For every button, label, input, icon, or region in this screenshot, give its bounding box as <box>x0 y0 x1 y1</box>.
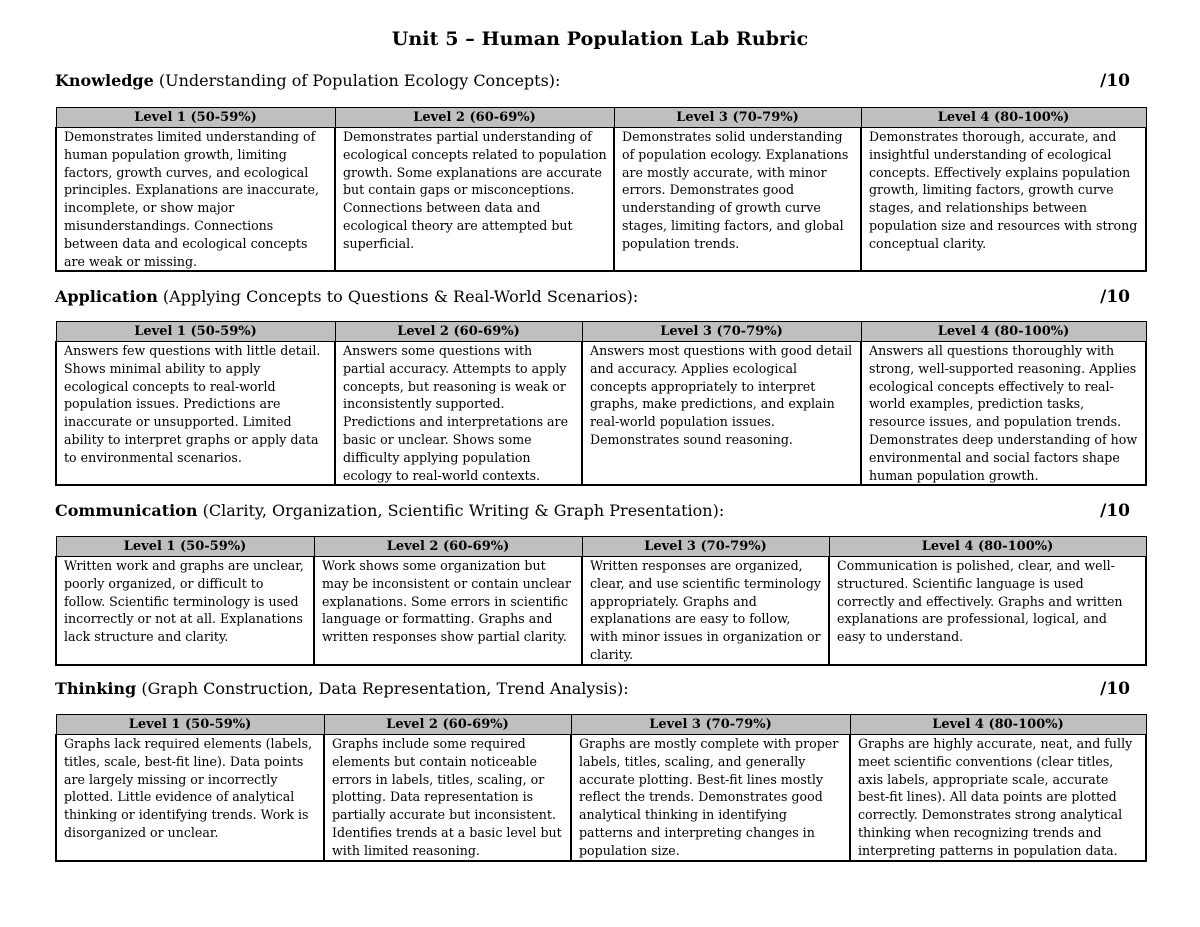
section-category: Communication <box>55 501 198 520</box>
level-1-header: Level 1 (50-59%) <box>56 108 335 128</box>
section-header-communication <box>55 501 1130 520</box>
level-1-header: Level 1 (50-59%) <box>56 537 314 557</box>
rubric-table-thinking <box>55 714 1147 862</box>
section-description: (Understanding of Population Ecology Concepts): <box>158 71 561 90</box>
descriptor-row <box>56 557 1146 665</box>
section-description: (Clarity, Organization, Scientific Writing & Graph Presentation): <box>202 501 725 520</box>
level-1-descriptor: Demonstrates limited understanding of human population growth, limiting factors, growth curves, and ecological principles. Explanations are inaccurate, incomplete, or show major misunderstandings. Connections between data and ecological concepts are weak or missing. <box>56 128 335 272</box>
level-4-header: Level 4 (80-100%) <box>829 537 1146 557</box>
section-category: Knowledge <box>55 71 154 90</box>
section-description: (Graph Construction, Data Representation, Trend Analysis): <box>141 679 629 698</box>
level-1-descriptor: Answers few questions with little detail. Shows minimal ability to apply ecological concepts to real-world population issues. Predictions are inaccurate or unsupported. Limited ability to interpret graphs or apply data to environmental scenarios. <box>56 342 335 486</box>
section-score: /10 <box>1100 287 1130 307</box>
level-3-header: Level 3 (70-79%) <box>582 537 829 557</box>
section-score: /10 <box>1100 71 1130 91</box>
level-4-descriptor: Communication is polished, clear, and well-structured. Scientific language is used correctly and effectively. Graphs and written explanations are professional, logical, and easy to understand. <box>829 557 1146 665</box>
section-category: Application <box>55 287 158 306</box>
level-2-descriptor: Demonstrates partial understanding of ecological concepts related to population growth. Some explanations are accurate but contain gaps or misconceptions. Connections between data and ecological theory are attempted but superficial. <box>335 128 614 272</box>
level-header-row <box>56 322 1146 342</box>
level-2-descriptor: Graphs include some required elements but contain noticeable errors in labels, titles, scaling, or plotting. Data representation is partially accurate but inconsistent. Identifies trends at a basic level but with limited reasoning. <box>324 735 571 861</box>
level-4-descriptor: Answers all questions thoroughly with strong, well-supported reasoning. Applies ecological concepts effectively to real-world examples, prediction tasks, resource issues, and population trends. Demonstrates deep understanding of how environmental and social factors shape human population growth. <box>861 342 1146 486</box>
descriptor-row <box>56 735 1146 861</box>
section-score: /10 <box>1100 679 1130 699</box>
level-4-header: Level 4 (80-100%) <box>861 108 1146 128</box>
section-score: /10 <box>1100 501 1130 521</box>
descriptor-row <box>56 128 1146 272</box>
section-category: Thinking <box>55 679 137 698</box>
level-1-descriptor: Graphs lack required elements (labels, titles, scale, best-fit line). Data points are largely missing or incorrectly plotted. Little evidence of analytical thinking or identifying trends. Work is disorganized or unclear. <box>56 735 324 861</box>
level-3-header: Level 3 (70-79%) <box>571 715 850 735</box>
level-2-descriptor: Answers some questions with partial accuracy. Attempts to apply concepts, but reasoning is weak or inconsistently supported. Predictions and interpretations are basic or unclear. Shows some difficulty applying population ecology to real-world contexts. <box>335 342 582 486</box>
level-header-row <box>56 537 1146 557</box>
level-2-header: Level 2 (60-69%) <box>335 322 582 342</box>
level-3-descriptor: Graphs are mostly complete with proper labels, titles, scaling, and generally accurate plotting. Best-fit lines mostly reflect the trends. Demonstrates good analytical thinking in identifying patterns and interpreting changes in population size. <box>571 735 850 861</box>
level-4-descriptor: Graphs are highly accurate, neat, and fully meet scientific conventions (clear titles, axis labels, appropriate scale, accurate best-fit lines). All data points are plotted correctly. Demonstrates strong analytical thinking when recognizing trends and interpreting patterns in population data. <box>850 735 1146 861</box>
level-3-header: Level 3 (70-79%) <box>582 322 861 342</box>
level-1-header: Level 1 (50-59%) <box>56 322 335 342</box>
page-title: Unit 5 – Human Population Lab Rubric <box>391 28 809 50</box>
level-3-header: Level 3 (70-79%) <box>614 108 861 128</box>
level-3-descriptor: Demonstrates solid understanding of population ecology. Explanations are mostly accurate, with minor errors. Demonstrates good understanding of growth curve stages, limiting factors, and global population trends. <box>614 128 861 272</box>
section-header-knowledge <box>55 71 1130 90</box>
level-3-descriptor: Written responses are organized, clear, and use scientific terminology appropriately. Graphs and explanations are easy to follow, with minor issues in organization or clarity. <box>582 557 829 665</box>
level-4-header: Level 4 (80-100%) <box>850 715 1146 735</box>
rubric-table-communication <box>55 536 1147 666</box>
level-2-header: Level 2 (60-69%) <box>324 715 571 735</box>
rubric-table-knowledge <box>55 107 1147 272</box>
rubric-table-application <box>55 321 1147 486</box>
level-1-descriptor: Written work and graphs are unclear, poorly organized, or difficult to follow. Scientific terminology is used incorrectly or not at all. Explanations lack structure and clarity. <box>56 557 314 665</box>
level-3-descriptor: Answers most questions with good detail and accuracy. Applies ecological concepts appropriately to interpret graphs, make predictions, and explain real-world population issues. Demonstrates sound reasoning. <box>582 342 861 486</box>
level-2-header: Level 2 (60-69%) <box>314 537 582 557</box>
level-2-descriptor: Work shows some organization but may be inconsistent or contain unclear explanations. Some errors in scientific language or formatting. Graphs and written responses show partial clarity. <box>314 557 582 665</box>
level-header-row <box>56 715 1146 735</box>
level-4-descriptor: Demonstrates thorough, accurate, and insightful understanding of ecological concepts. Effectively explains population growth, limiting factors, growth curve stages, and relationships between population size and resources with strong conceptual clarity. <box>861 128 1146 272</box>
level-1-header: Level 1 (50-59%) <box>56 715 324 735</box>
level-2-header: Level 2 (60-69%) <box>335 108 614 128</box>
level-header-row <box>56 108 1146 128</box>
section-description: (Applying Concepts to Questions & Real-World Scenarios): <box>162 287 639 306</box>
level-4-header: Level 4 (80-100%) <box>861 322 1146 342</box>
section-header-application <box>55 287 1130 306</box>
section-header-thinking <box>55 679 1130 698</box>
descriptor-row <box>56 342 1146 486</box>
